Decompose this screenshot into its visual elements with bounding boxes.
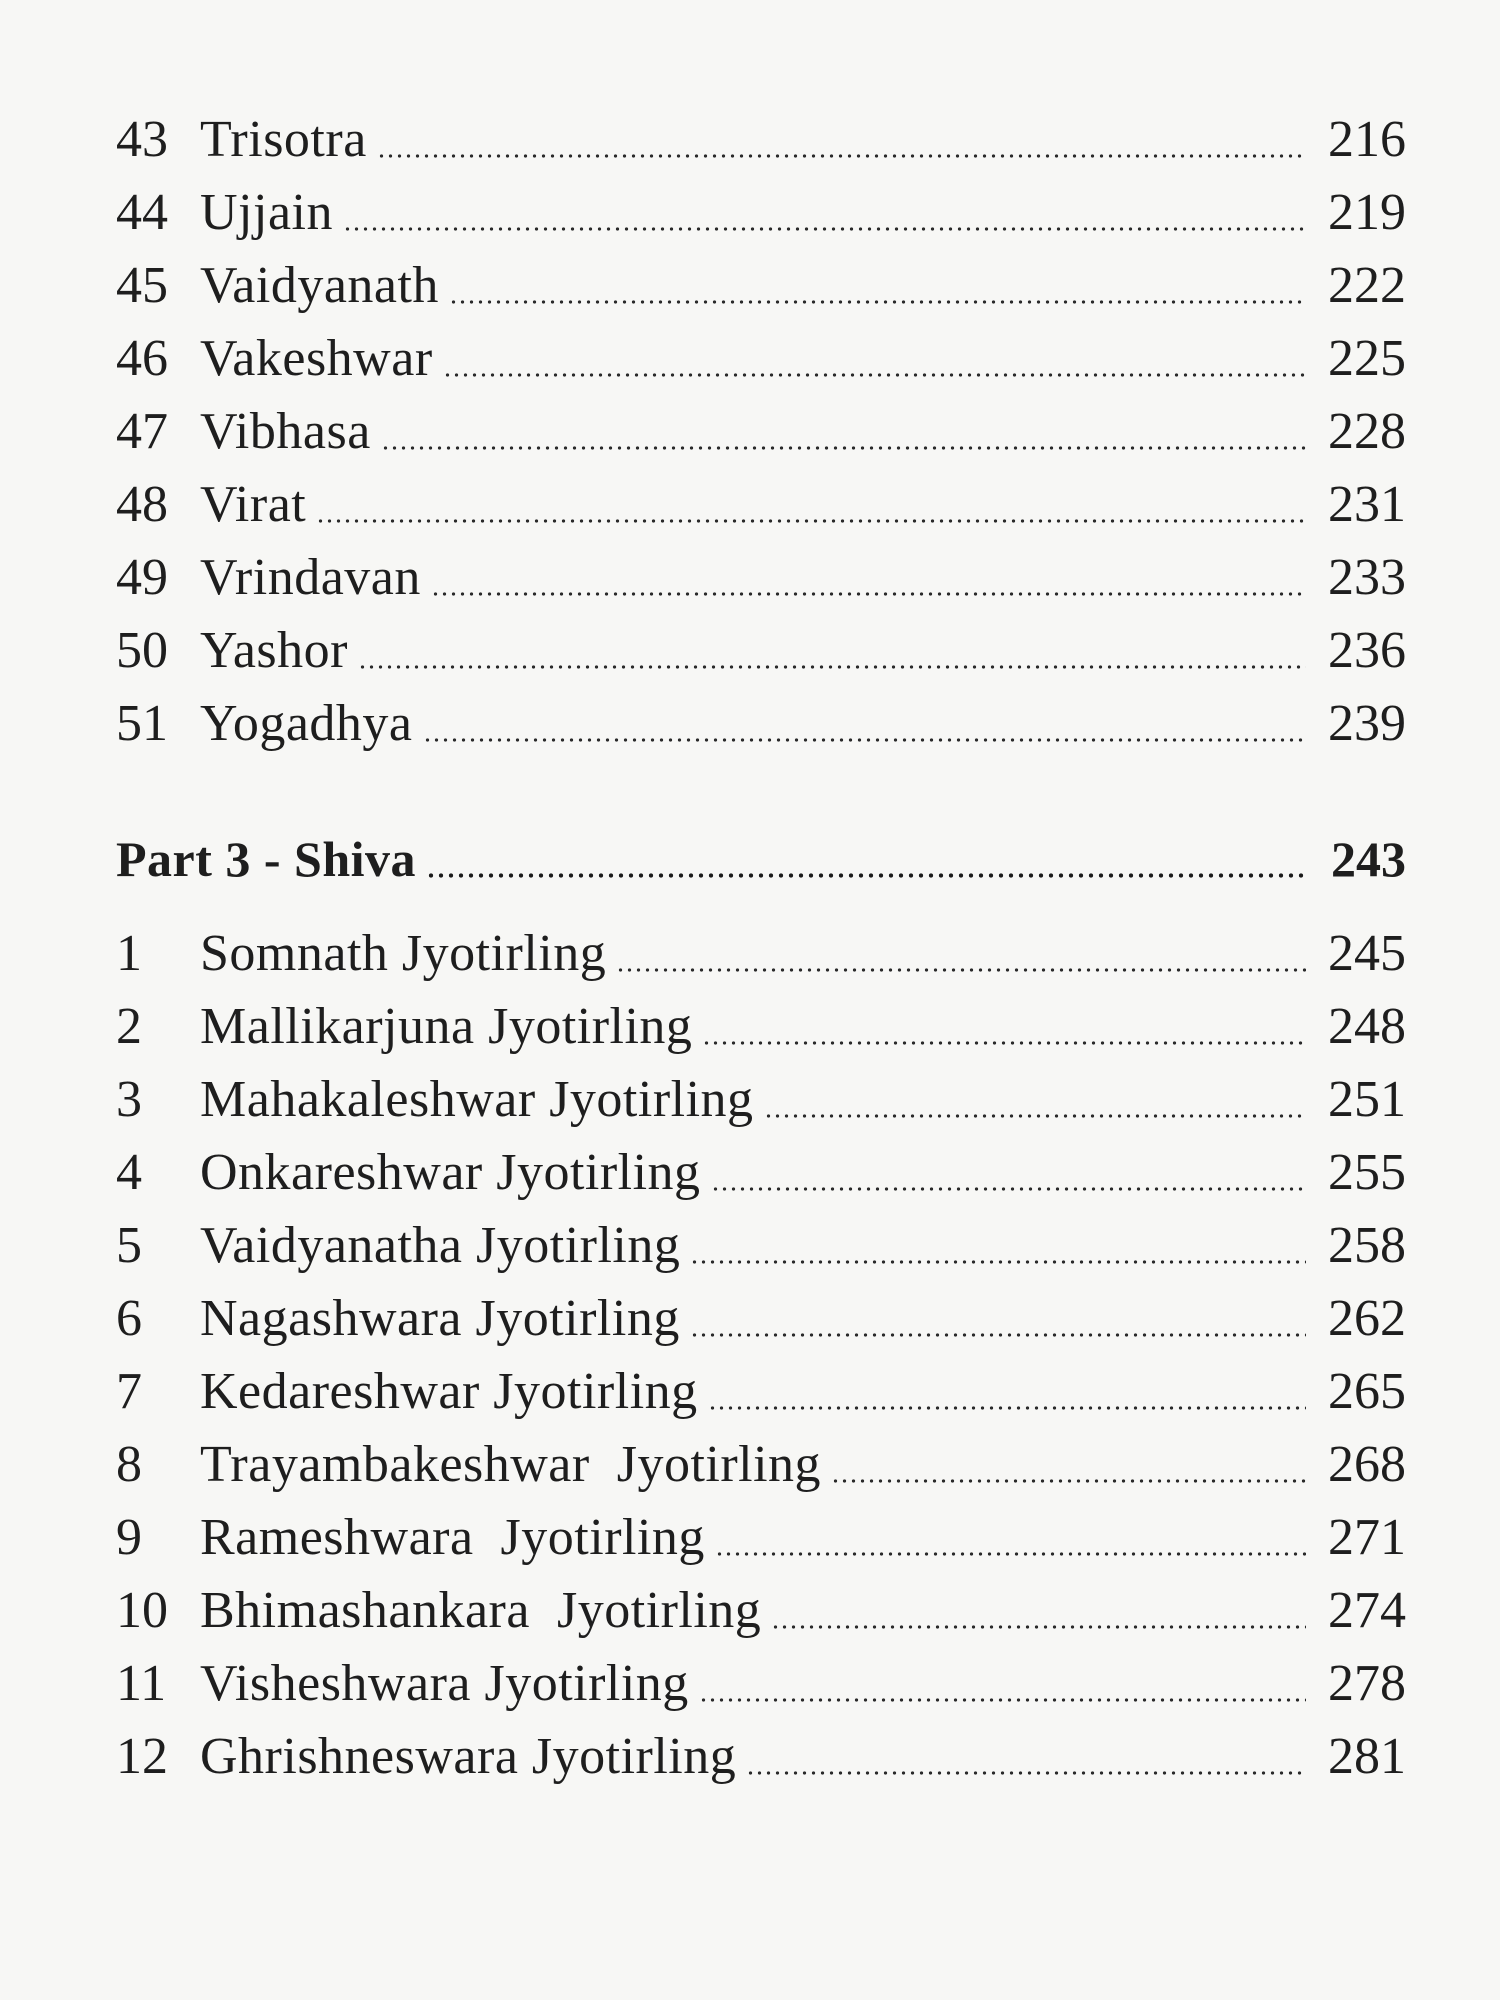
dot-leader	[702, 995, 1306, 1059]
entry-title: Trisotra	[200, 111, 367, 168]
toc-entry	[116, 1287, 1406, 1351]
toc-entry	[116, 995, 1406, 1059]
toc-entry	[116, 922, 1406, 986]
dot-leader	[690, 1287, 1306, 1351]
entry-page-number: 271	[1328, 1509, 1406, 1566]
part-page-number: 243	[1331, 831, 1406, 887]
toc-entry	[116, 1141, 1406, 1205]
dot-leader	[343, 181, 1306, 245]
dot-leader	[443, 327, 1306, 391]
entry-page-number: 236	[1328, 622, 1406, 679]
entry-number: 50	[116, 622, 168, 679]
dot-leader	[426, 830, 1306, 894]
entry-number: 7	[116, 1363, 142, 1420]
entry-number: 6	[116, 1290, 142, 1347]
entry-title: Nagashwara Jyotirling	[200, 1290, 680, 1347]
entry-title: Vrindavan	[200, 549, 421, 606]
toc-entry	[116, 1652, 1406, 1716]
entry-title: Vibhasa	[200, 403, 371, 460]
entry-title: Mallikarjuna Jyotirling	[200, 998, 693, 1055]
entry-title: Yashor	[200, 622, 348, 679]
dot-leader	[699, 1652, 1306, 1716]
entry-number: 44	[116, 184, 168, 241]
entry-page-number: 228	[1328, 403, 1406, 460]
toc-entry	[116, 254, 1406, 318]
entry-page-number: 239	[1328, 695, 1406, 752]
dot-leader	[616, 922, 1306, 986]
dot-leader	[764, 1068, 1306, 1132]
dot-leader	[771, 1579, 1306, 1643]
dot-leader	[381, 400, 1306, 464]
toc-entry	[116, 546, 1406, 610]
part-heading	[116, 824, 1406, 894]
entry-number: 8	[116, 1436, 142, 1493]
entry-number: 47	[116, 403, 168, 460]
entry-page-number: 245	[1328, 925, 1406, 982]
toc-entry	[116, 400, 1406, 464]
entry-page-number: 233	[1328, 549, 1406, 606]
entry-title: Ujjain	[200, 184, 333, 241]
entry-title: Bhimashankara Jyotirling	[200, 1582, 762, 1639]
entry-title: Kedareshwar Jyotirling	[200, 1363, 698, 1420]
entry-number: 46	[116, 330, 168, 387]
entry-number: 45	[116, 257, 168, 314]
entry-number: 1	[116, 925, 142, 982]
entry-title: Trayambakeshwar Jyotirling	[200, 1436, 822, 1493]
entry-page-number: 262	[1328, 1290, 1406, 1347]
entry-page-number: 258	[1328, 1217, 1406, 1274]
toc-entry	[116, 108, 1406, 172]
dot-leader	[831, 1433, 1306, 1497]
toc-entry	[116, 1579, 1406, 1643]
entry-page-number: 219	[1328, 184, 1406, 241]
dot-leader	[423, 692, 1306, 756]
entry-title: Vakeshwar	[200, 330, 433, 387]
toc-entry	[116, 327, 1406, 391]
entry-page-number: 281	[1328, 1728, 1406, 1785]
entry-page-number: 225	[1328, 330, 1406, 387]
dot-leader	[449, 254, 1306, 318]
dot-leader	[715, 1506, 1306, 1570]
entry-page-number: 255	[1328, 1144, 1406, 1201]
part-title: Part 3 - Shiva	[116, 831, 417, 887]
entry-page-number: 265	[1328, 1363, 1406, 1420]
toc-entry	[116, 181, 1406, 245]
entry-number: 48	[116, 476, 168, 533]
toc-entry	[116, 1506, 1406, 1570]
dot-leader	[711, 1141, 1306, 1205]
toc-entry	[116, 1725, 1406, 1789]
entry-page-number: 216	[1328, 111, 1406, 168]
toc-entry	[116, 1214, 1406, 1278]
entry-title: Yogadhya	[200, 695, 413, 752]
entry-title: Mahakaleshwar Jyotirling	[200, 1071, 754, 1128]
dot-leader	[690, 1214, 1306, 1278]
entry-title: Virat	[200, 476, 307, 533]
entry-title: Onkareshwar Jyotirling	[200, 1144, 701, 1201]
entry-page-number: 278	[1328, 1655, 1406, 1712]
dot-leader	[377, 108, 1306, 172]
entry-number: 9	[116, 1509, 142, 1566]
entry-number: 11	[116, 1655, 167, 1712]
entry-page-number: 274	[1328, 1582, 1406, 1639]
entry-page-number: 268	[1328, 1436, 1406, 1493]
entry-title: Rameshwara Jyotirling	[200, 1509, 705, 1566]
toc-entry	[116, 1360, 1406, 1424]
entry-title: Visheshwara Jyotirling	[200, 1655, 689, 1712]
entry-title: Somnath Jyotirling	[200, 925, 607, 982]
entry-number: 51	[116, 695, 168, 752]
entry-title: Vaidyanath	[200, 257, 439, 314]
entry-title: Vaidyanatha Jyotirling	[200, 1217, 681, 1274]
dot-leader	[431, 546, 1306, 610]
toc-entry	[116, 692, 1406, 756]
entry-number: 12	[116, 1728, 168, 1785]
entry-title: Ghrishneswara Jyotirling	[200, 1728, 737, 1785]
toc-entry	[116, 1433, 1406, 1497]
entry-number: 10	[116, 1582, 168, 1639]
entry-number: 2	[116, 998, 142, 1055]
entry-number: 3	[116, 1071, 142, 1128]
entry-number: 5	[116, 1217, 142, 1274]
entry-page-number: 248	[1328, 998, 1406, 1055]
toc-entry	[116, 473, 1406, 537]
toc-entry	[116, 619, 1406, 683]
dot-leader	[708, 1360, 1306, 1424]
entry-page-number: 222	[1328, 257, 1406, 314]
entry-number: 4	[116, 1144, 142, 1201]
toc-entry	[116, 1068, 1406, 1132]
dot-leader	[746, 1725, 1306, 1789]
entry-number: 49	[116, 549, 168, 606]
entry-page-number: 251	[1328, 1071, 1406, 1128]
entry-number: 43	[116, 111, 168, 168]
dot-leader	[316, 473, 1306, 537]
dot-leader	[358, 619, 1306, 683]
entry-page-number: 231	[1328, 476, 1406, 533]
